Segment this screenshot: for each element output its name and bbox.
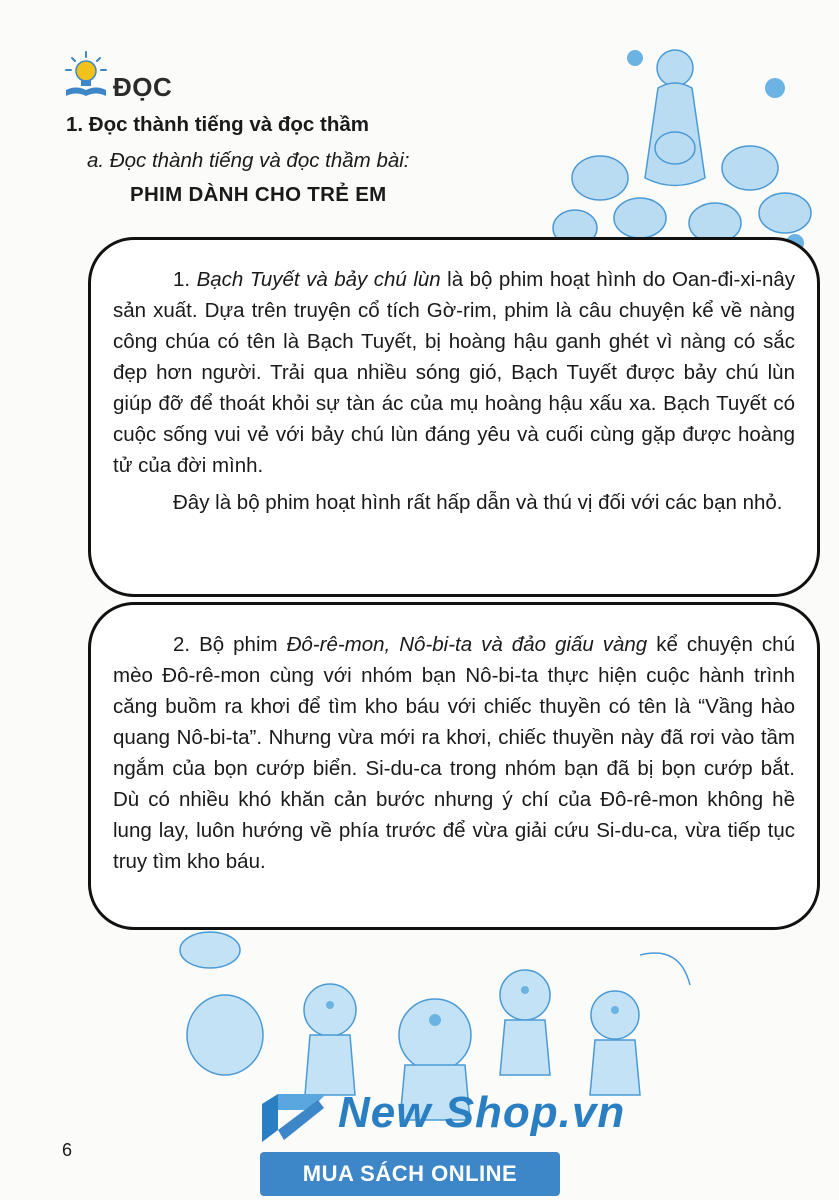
story-2-box (88, 602, 820, 930)
story-2-paragraph: 2. Bộ phim Đô-rê-mon, Nô-bi-ta và đảo giấu vàng kể chuyện chú mèo Đô-rê-mon cùng với nhóm bạn Nô-bi-ta thực hiện cuộc hành trình căng buồm ra khơi để tìm kho báu với chiếc thuyền có tên là “Vầng hào quang Nô-bi-ta”. Nhưng vừa mới ra khơi, chiếc thuyền này đã rơi vào tầm ngắm của bọn cướp biển. Si-du-ca trong nhóm bạn đã bị bọn cướp bắt. Dù có nhiều khó khăn cản bước nhưng ý chí của Đô-rê-mon không hề lung lay, luôn hướng về phía trước để vừa giải cứu Si-du-ca, vừa tiếp tục truy tìm kho báu. (113, 633, 795, 873)
exercise-subheading: a. Đọc thành tiếng và đọc thầm bài: (87, 149, 410, 172)
exercise-heading: 1. Đọc thành tiếng và đọc thầm (66, 113, 369, 136)
story-1-paragraph: 1. Bạch Tuyết và bảy chú lùn là bộ phim hoạt hình do Oan-đi-xi-nây sản xuất. Dựa trên truyện cổ tích Gờ-rim, phim là câu chuyện kể về nàng công chúa có tên là Bạch Tuyết, bị hoàng hậu ganh ghét vì nàng có sắc đẹp hơn người. Trải qua nhiều sóng gió, Bạch Tuyết được bảy chú lùn giúp đỡ để thoát khỏi sự tàn ác của mụ hoàng hậu xấu xa. Bạch Tuyết có cuộc sống vui vẻ với bảy chú lùn đáng yêu và cuối cùng gặp được hoàng tử của đời mình. (113, 268, 795, 477)
newshop-arrow-logo-icon (258, 1090, 330, 1146)
section-title: ĐỌC (113, 72, 173, 102)
lightbulb-book-icon (62, 50, 110, 98)
snow-white-illustration (540, 28, 835, 258)
newshop-brand: New Shop.vn (338, 1088, 626, 1137)
story-1-box (88, 237, 820, 597)
page-number: 6 (62, 1140, 73, 1160)
story-title: PHIM DÀNH CHO TRẺ EM (130, 183, 387, 206)
story-1-conclusion: Đây là bộ phim hoạt hình rất hấp dẫn và thú vị đối với các bạn nhỏ. (173, 491, 783, 514)
shop-online-banner: MUA SÁCH ONLINE (260, 1152, 560, 1196)
